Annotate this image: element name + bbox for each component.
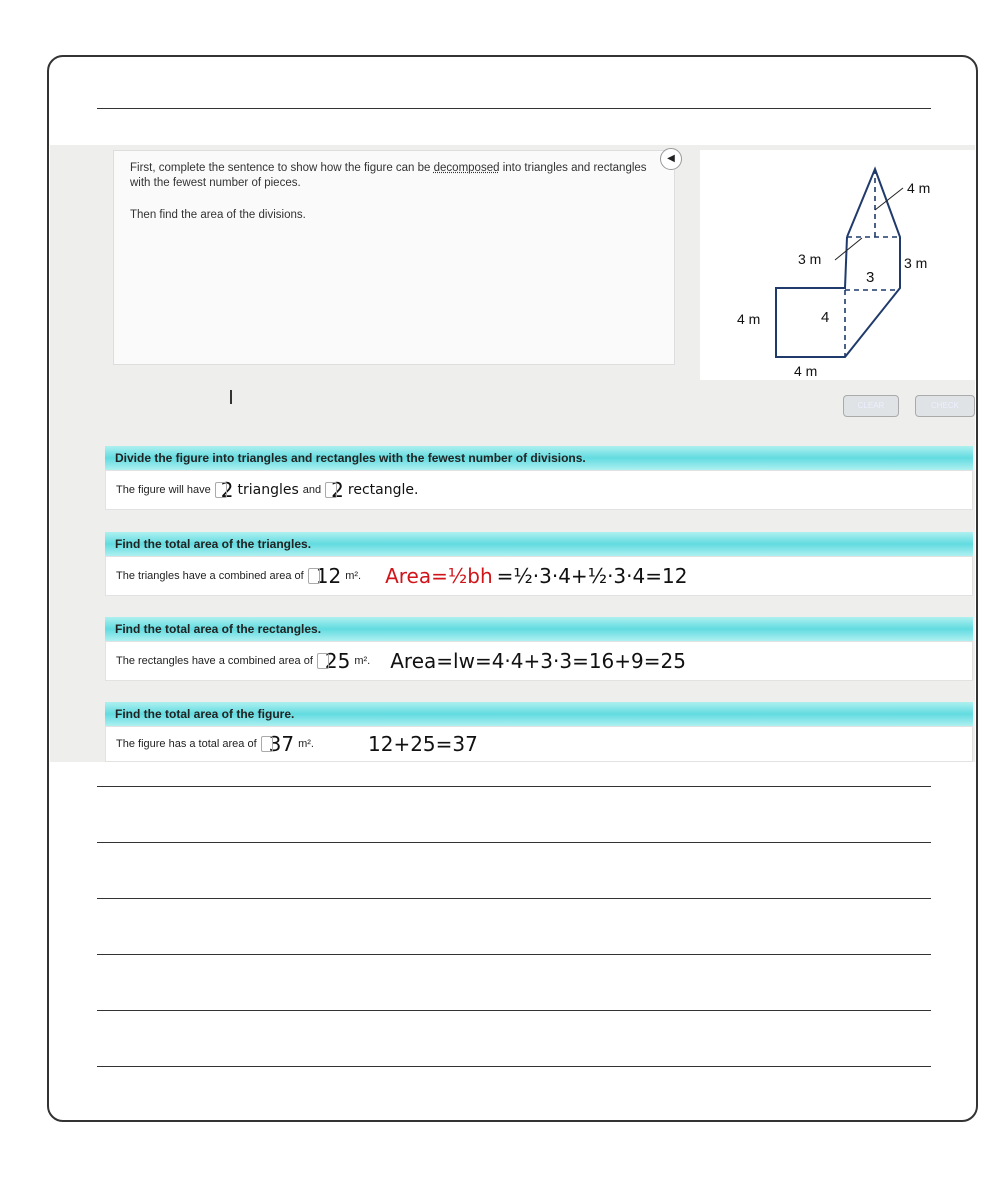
- handwritten-answer: 37: [268, 732, 295, 756]
- writing-line: [97, 1010, 931, 1011]
- handwritten-formula: Area=½bh: [385, 564, 493, 588]
- handwritten-answer: 12: [315, 564, 342, 588]
- unit-label: m².: [345, 570, 362, 582]
- writing-line: [97, 898, 931, 899]
- prompt-text: The triangles have a combined area of: [116, 570, 304, 582]
- leader-line: [835, 238, 862, 260]
- label-top-height: 4 m: [907, 180, 931, 196]
- handwritten-answer: 2: [331, 478, 344, 502]
- hand-label-4: 4: [821, 309, 830, 326]
- handwritten-answer: 2: [220, 478, 234, 502]
- label-square-left: 4 m: [737, 311, 761, 327]
- text-cursor: [230, 390, 232, 404]
- label-square-bottom: 4 m: [794, 363, 818, 379]
- answer-input-total-area[interactable]: [261, 736, 273, 752]
- handwritten-work: Area=lw=4·4+3·3=16+9=25: [390, 649, 686, 673]
- writing-line: [97, 842, 931, 843]
- section-divide: [105, 446, 973, 510]
- check-button[interactable]: CHECK: [915, 395, 975, 417]
- unit-label: m².: [298, 738, 314, 750]
- prompt-text: The figure will have: [116, 484, 211, 496]
- label-left-side: 3 m: [798, 251, 822, 267]
- handwritten-word: rectangle.: [347, 482, 419, 498]
- figure-drawing: [700, 150, 975, 380]
- section-header: Divide the figure into triangles and rectangles with the fewest number of divisions.: [105, 446, 973, 470]
- answer-input-triangle-area[interactable]: [308, 568, 320, 584]
- instruction-text: First, complete the sentence to show how the figure can be: [130, 162, 434, 174]
- clear-button[interactable]: CLEAR: [843, 395, 899, 417]
- section-header: Find the total area of the rectangles.: [105, 617, 973, 641]
- answer-input-rectangles[interactable]: [325, 482, 337, 498]
- section-rectangles: [105, 617, 973, 681]
- prompt-text: The figure has a total area of: [116, 738, 257, 750]
- vocab-link[interactable]: decomposed: [433, 162, 500, 174]
- figure-outline: [776, 169, 900, 357]
- instructions-panel: [113, 150, 675, 365]
- prompt-text: The rectangles have a combined area of: [116, 655, 313, 667]
- speaker-icon[interactable]: ◀: [660, 148, 682, 170]
- answer-input-triangles[interactable]: [215, 482, 227, 498]
- section-header: Find the total area of the triangles.: [105, 532, 973, 556]
- writing-line: [97, 108, 931, 109]
- instruction-text: into triangles and rectangles with the fewest number of pieces.: [130, 162, 647, 189]
- handwritten-work: 12+25=37: [368, 732, 478, 756]
- writing-line: [97, 786, 931, 787]
- composite-figure: [700, 150, 975, 380]
- handwritten-work: =½·3·4+½·3·4=12: [496, 564, 688, 588]
- instruction-text-2: Then find the area of the divisions.: [130, 209, 306, 221]
- hand-label-3: 3: [866, 269, 875, 286]
- prompt-text: and: [302, 484, 322, 496]
- writing-line: [97, 954, 931, 955]
- writing-line: [97, 1066, 931, 1067]
- section-header: Find the total area of the figure.: [105, 702, 973, 726]
- label-right-side: 3 m: [904, 255, 928, 271]
- handwritten-answer: 25: [324, 649, 351, 673]
- section-total: [105, 702, 973, 762]
- section-triangles: [105, 532, 973, 596]
- handwritten-word: triangles: [237, 482, 299, 498]
- unit-label: m².: [354, 655, 371, 667]
- answer-input-rectangle-area[interactable]: [317, 653, 329, 669]
